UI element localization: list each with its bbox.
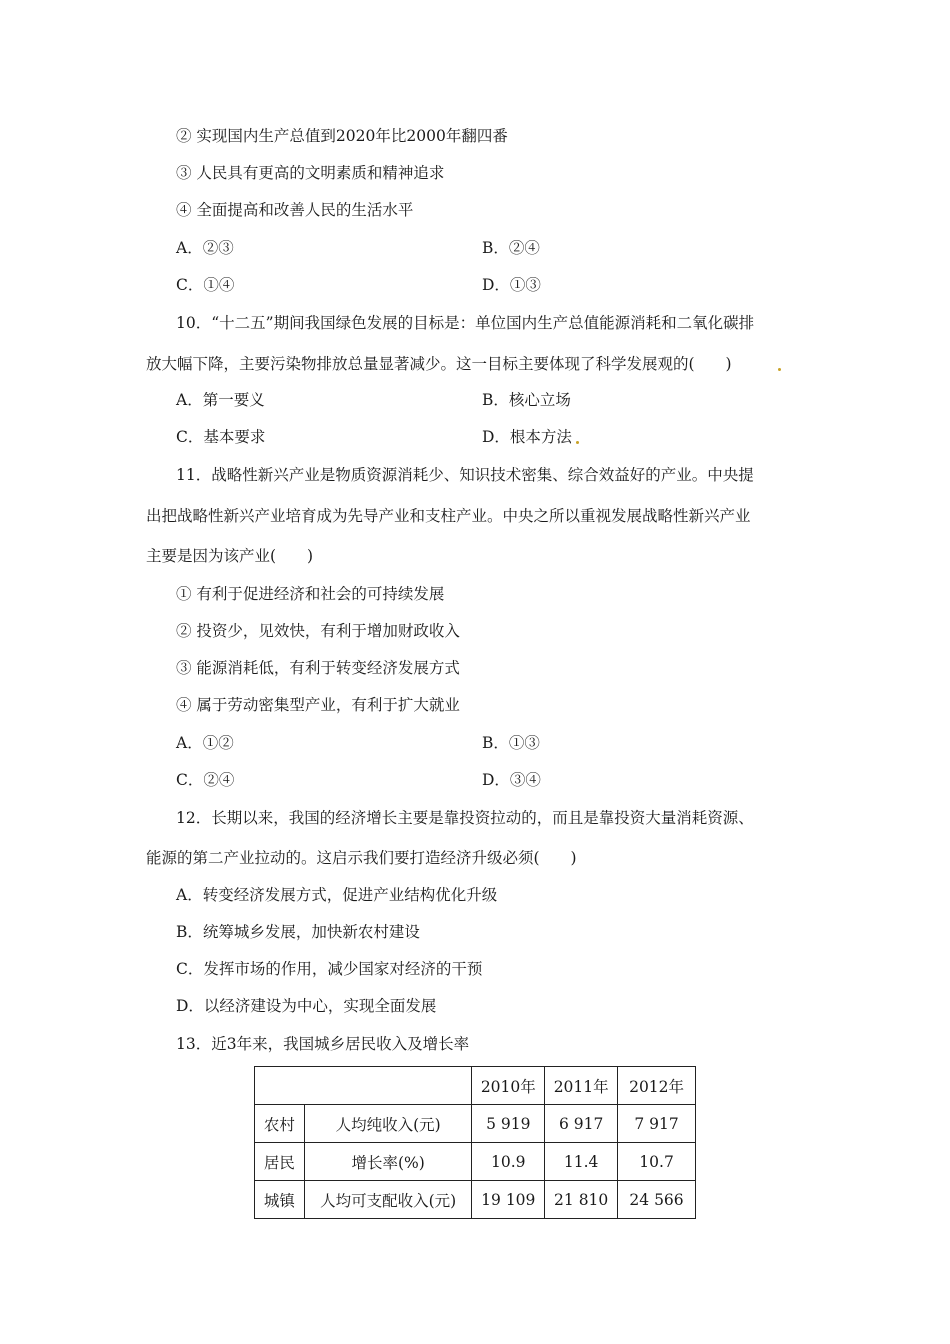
- table-group-cell: 城镇: [255, 1181, 305, 1219]
- q12-option-b: B．统筹城乡发展，加快新农村建设: [176, 923, 420, 941]
- q12-option-c: C．发挥市场的作用，减少国家对经济的干预: [176, 960, 483, 978]
- table-corner-cell: [255, 1067, 472, 1105]
- table-label-cell: 人均可支配收入(元): [304, 1181, 471, 1219]
- q10-stem-line1: 10．“十二五”期间我国绿色发展的目标是：单位国内生产总值能源消耗和二氧化碳排: [176, 314, 755, 332]
- table-value-cell: 19 109: [472, 1181, 545, 1219]
- table-header-year: 2012年: [618, 1067, 696, 1105]
- q12-stem-line1: 12．长期以来，我国的经济增长主要是靠投资拉动的，而且是靠投资大量消耗资源、: [176, 809, 754, 827]
- q11-item-3: ③ 能源消耗低，有利于转变经济发展方式: [176, 659, 460, 677]
- table-value-cell: 6 917: [545, 1105, 618, 1143]
- q11-option-b: B．①③: [482, 734, 540, 752]
- q12-option-d: D．以经济建设为中心，实现全面发展: [176, 997, 437, 1015]
- mark-dot: [778, 368, 781, 371]
- q13-stem: 13．近3年来，我国城乡居民收入及增长率: [176, 1035, 470, 1053]
- table-label-cell: 人均纯收入(元): [304, 1105, 471, 1143]
- table-value-cell: 21 810: [545, 1181, 618, 1219]
- q11-stem-line3: 主要是因为该产业( ): [146, 547, 314, 565]
- table-header-year: 2010年: [472, 1067, 545, 1105]
- q9-item-4: ④ 全面提高和改善人民的生活水平: [176, 201, 414, 219]
- mark-dot: [576, 441, 579, 444]
- table-value-cell: 5 919: [472, 1105, 545, 1143]
- q10-option-c: C．基本要求: [176, 428, 266, 446]
- q12-option-a: A．转变经济发展方式，促进产业结构优化升级: [176, 886, 498, 904]
- q9-option-a: A．②③: [176, 239, 234, 257]
- table-value-cell: 24 566: [618, 1181, 696, 1219]
- q10-option-a: A．第一要义: [176, 391, 265, 409]
- table-row: [255, 1181, 696, 1219]
- q11-stem-line2: 出把战略性新兴产业培育成为先导产业和支柱产业。中央之所以重视发展战略性新兴产业: [146, 507, 751, 525]
- table-row: [255, 1143, 696, 1181]
- q9-item-3: ③ 人民具有更高的文明素质和精神追求: [176, 164, 445, 182]
- q11-stem-line1: 11．战略性新兴产业是物质资源消耗少、知识技术密集、综合效益好的产业。中央提: [176, 466, 754, 484]
- q9-option-d: D．①③: [482, 276, 541, 294]
- q10-option-b: B．核心立场: [482, 391, 571, 409]
- table-group-cell: 农村: [255, 1105, 305, 1143]
- table-value-cell: 7 917: [618, 1105, 696, 1143]
- table-group-cell: 居民: [255, 1143, 305, 1181]
- table-label-cell: 增长率(%): [304, 1143, 471, 1181]
- q11-option-c: C．②④: [176, 771, 235, 789]
- q10-stem-line2: 放大幅下降，主要污染物排放总量显著减少。这一目标主要体现了科学发展观的( ): [146, 355, 732, 373]
- q9-option-b: B．②④: [482, 239, 540, 257]
- q9-item-2: ② 实现国内生产总值到2020年比2000年翻四番: [176, 127, 508, 145]
- q9-option-c: C．①④: [176, 276, 235, 294]
- table-value-cell: 10.7: [618, 1143, 696, 1181]
- q11-item-2: ② 投资少，见效快，有利于增加财政收入: [176, 622, 460, 640]
- table-value-cell: 11.4: [545, 1143, 618, 1181]
- q11-item-4: ④ 属于劳动密集型产业，有利于扩大就业: [176, 696, 460, 714]
- table-header-year: 2011年: [545, 1067, 618, 1105]
- income-table: [254, 1066, 696, 1219]
- table-header-row: [255, 1067, 696, 1105]
- q11-option-d: D．③④: [482, 771, 541, 789]
- q11-option-a: A．①②: [176, 734, 234, 752]
- table-row: [255, 1105, 696, 1143]
- q12-stem-line2: 能源的第二产业拉动的。这启示我们要打造经济升级必须( ): [146, 849, 577, 867]
- table-value-cell: 10.9: [472, 1143, 545, 1181]
- q11-item-1: ① 有利于促进经济和社会的可持续发展: [176, 585, 445, 603]
- q10-option-d: D．根本方法: [482, 428, 572, 446]
